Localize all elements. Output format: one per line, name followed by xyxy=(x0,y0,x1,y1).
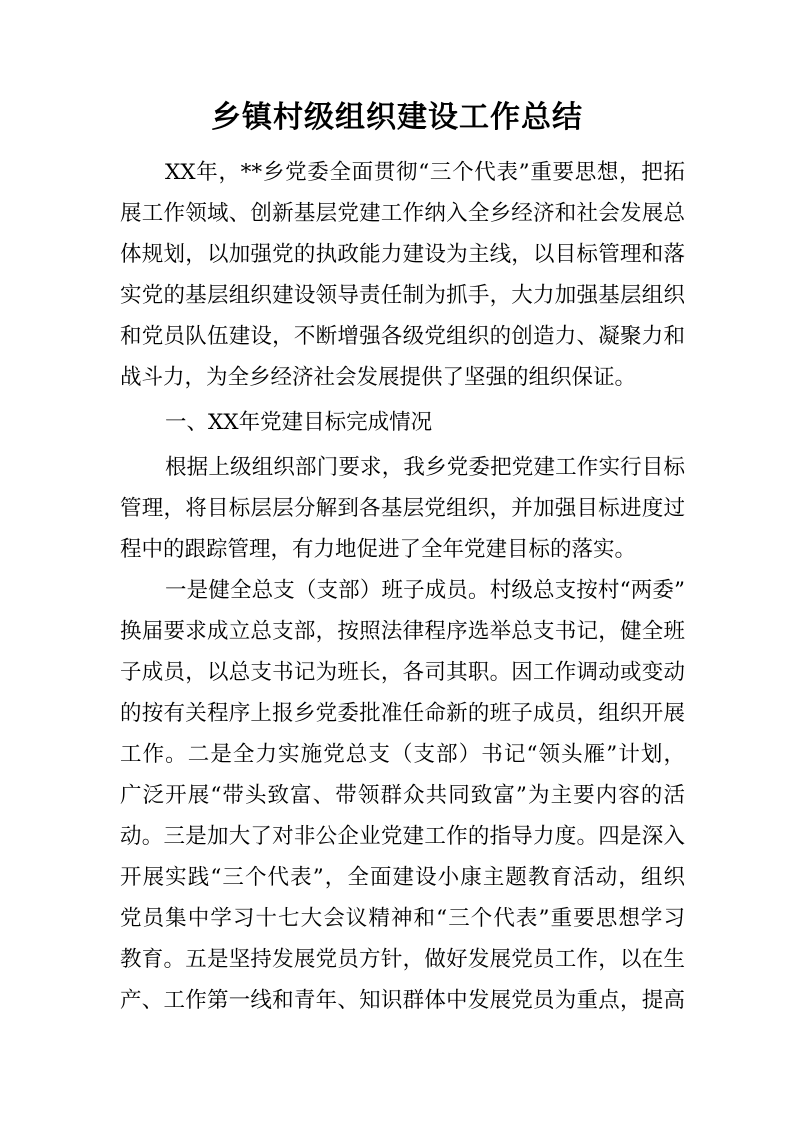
paragraph-line: 实党的基层组织建设领导责任制为抓手，大力加强基层组织 xyxy=(120,283,685,308)
paragraph-line: 党员集中学习十七大会议精神和“三个代表”重要思想学习 xyxy=(120,906,685,931)
paragraph-line: 体规划，以加强党的执政能力建设为主线，以目标管理和落 xyxy=(120,242,685,267)
paragraph-line: 一是健全总支（支部）班子成员。村级总支按村“两委” xyxy=(165,578,685,603)
paragraph-line: 根据上级组织部门要求，我乡党委把党建工作实行目标 xyxy=(165,455,685,480)
paragraph-line: 战斗力，为全乡经济社会发展提供了坚强的组织保证。 xyxy=(120,365,637,390)
paragraph-line: 程中的跟踪管理，有力地促进了全年党建目标的落实。 xyxy=(120,537,637,562)
paragraph-line: XX年，**乡党委全面贯彻“三个代表”重要思想，把拓 xyxy=(165,160,685,185)
paragraph-line: 产、工作第一线和青年、知识群体中发展党员为重点，提高 xyxy=(120,988,685,1013)
paragraph-line: 教育。五是坚持发展党员方针，做好发展党员工作，以在生 xyxy=(120,947,685,972)
paragraph-line: 展工作领域、创新基层党建工作纳入全乡经济和社会发展总 xyxy=(120,201,685,226)
section-heading: 一、XX年党建目标完成情况 xyxy=(165,410,433,435)
paragraph-line: 开展实践“三个代表”，全面建设小康主题教育活动，组织 xyxy=(120,865,685,890)
paragraph-line: 动。三是加大了对非公企业党建工作的指导力度。四是深入 xyxy=(120,824,685,849)
paragraph-line: 子成员，以总支书记为班长，各司其职。因工作调动或变动 xyxy=(120,660,685,685)
paragraph-line: 的按有关程序上报乡党委批准任命新的班子成员，组织开展 xyxy=(120,701,685,726)
paragraph-line: 换届要求成立总支部，按照法律程序选举总支书记，健全班 xyxy=(120,619,685,644)
document-title: 乡镇村级组织建设工作总结 xyxy=(211,100,583,135)
paragraph-line: 广泛开展“带头致富、带领群众共同致富”为主要内容的活 xyxy=(120,783,685,808)
paragraph-line: 工作。二是全力实施党总支（支部）书记“领头雁”计划， xyxy=(120,742,685,767)
paragraph-line: 和党员队伍建设，不断增强各级党组织的创造力、凝聚力和 xyxy=(120,324,685,349)
paragraph-line: 管理，将目标层层分解到各基层党组织，并加强目标进度过 xyxy=(120,496,685,521)
